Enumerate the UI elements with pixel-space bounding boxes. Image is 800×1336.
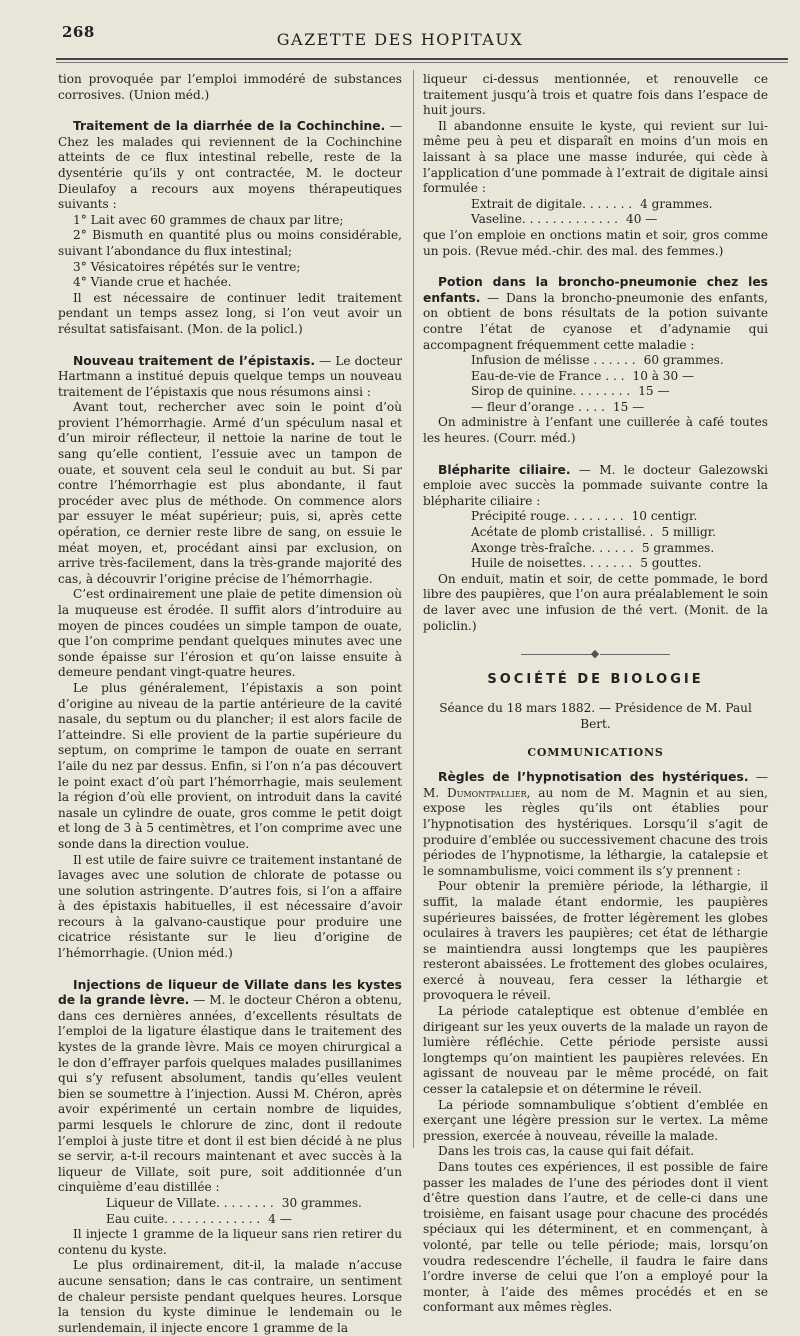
paragraph: On administre à l’enfant une cuillerée à café toutes les heures. (Courr. méd.) xyxy=(423,415,768,446)
rx-item: Sirop de quinine. . . . . . . . xyxy=(471,384,631,399)
header-rule-thin xyxy=(56,62,788,63)
paragraph: — Dans la broncho-pneumonie des enfants, on obtient de bons résultats de la potion suivante contre l’état de cyanose et d’adynamie qui accompagnent fréquemment cette maladie : xyxy=(423,290,768,352)
section-separator: ◆ xyxy=(423,646,768,662)
prescription-row xyxy=(471,384,768,400)
rx-item: Acétate de plomb cristallisé. . xyxy=(471,525,654,540)
paragraph: Avant tout, rechercher avec soin le point d’où provient l’hémorrhagie. Armé d’un spéculum nasal et d’un miroir réflecteur, il nettoie la narine de tout le sang qu’elle contient, l’essuie avec un tampon de ouate, et souvent cela seul le conduit au but. Si par contre l’hémorrhagie est plus abondante, il faut procéder avec plus de méthode. On commence alors par essuyer le méat supérieur; puis, si, après cette opération, ce dernier reste libre de sang, on essuie le méat moyen, et, procédant ainsi par exclusion, on arrive très-facilement, dans la très-grande majorité des cas, à découvrir l’origine précise de l’hémorrhagie. xyxy=(58,400,402,586)
running-title: GAZETTE DES HOPITAUX xyxy=(276,30,524,49)
paragraph: — M. le docteur Galezowski emploie avec succès la pommade suivante contre la blépharite ciliaire : xyxy=(423,462,768,508)
prescription-row xyxy=(471,400,768,416)
article-blepharite xyxy=(423,463,768,510)
list-item: 3° Vésicatoires répétés sur le ventre; xyxy=(73,259,301,274)
rx-qty: 10 à 30 — xyxy=(632,368,695,383)
paragraph: que l’on emploie en onctions matin et soir, gros comme un pois. (Revue méd.-chir. des mal. des femmes.) xyxy=(423,227,768,258)
rx-qty: 4 — xyxy=(268,1211,292,1226)
rx-qty: 4 grammes. xyxy=(640,196,713,211)
article-title: Règles de l’hypnotisation des hystériques. xyxy=(438,770,749,785)
article-title: Traitement de la diarrhée de la Cochinchine. xyxy=(73,119,386,134)
paragraph: Le plus généralement, l’épistaxis a son point d’origine au niveau de la partie antérieure de la cavité nasale, du septum ou du plancher; il est alors facile de l’atteindre. Si elle provient de la partie supérieure du septum, on comprime le tampon de ouate en serrant l’aile du nez par dessus. Enfin, si l’on n’a pas découvert le point exact d’où part l’hémorrhagie, mais seulement la région d’où elle provient, on introduit dans la cavité nasale un cylindre de ouate, gros comme le petit doigt et long de 3 à 5 centimètres, et l’on comprime avec une sonde dans la direction voulue. xyxy=(58,680,402,851)
rx-qty: 60 grammes. xyxy=(643,353,724,368)
session-line: Séance du 18 mars 1882. — Présidence de M. Paul Bert. xyxy=(439,701,752,731)
prescription xyxy=(423,509,768,571)
rx-item: — fleur d’orange . . . . xyxy=(471,399,605,414)
article-broncho xyxy=(423,275,768,353)
rx-qty: 15 — xyxy=(638,384,670,399)
rx-item: Huile de noisettes. . . . . . . xyxy=(471,556,633,571)
rx-item: Eau cuite. . . . . . . . . . . . . xyxy=(106,1211,261,1226)
prescription xyxy=(423,353,768,415)
rx-qty: 30 grammes. xyxy=(281,1195,362,1210)
prescription-row xyxy=(471,525,768,541)
rx-qty: 5 grammes. xyxy=(641,540,715,555)
paragraph: liqueur ci-dessus mentionnée, et renouvelle ce traitement jusqu’à trois et quatre fois dans l’espace de huit jours. xyxy=(423,72,768,118)
rx-item: Extrait de digitale. . . . . . . xyxy=(471,196,633,211)
prescription-row xyxy=(471,369,768,385)
society-heading: SOCIÉTÉ DE BIOLOGIE xyxy=(487,671,704,687)
rx-item: Vaseline. . . . . . . . . . . . . xyxy=(471,212,618,227)
rx-item: Eau-de-vie de France . . . xyxy=(471,368,625,383)
prescription-row xyxy=(471,556,768,572)
paragraph: Dans les trois cas, la cause qui fait défait. xyxy=(438,1144,695,1159)
page-number: 268 xyxy=(62,23,95,41)
list-item: 2° Bismuth en quantité plus ou moins considérable, suivant l’abondance du flux intestinal; xyxy=(58,228,402,258)
prescription-row xyxy=(106,1212,402,1228)
paragraph: On enduit, matin et soir, de cette pommade, le bord libre des paupières, que l’on aura préalablement le soin de laver avec une infusion de thé vert. (Monit. de la policlin.) xyxy=(423,571,768,633)
paragraph: Il est utile de faire suivre ce traitement instantané de lavages avec une solution de chlorate de potasse ou une solution astringente. D’autres fois, si l’on a affaire à des épistaxis habituelles, il est nécessaire d’avoir recours à la galvano-caustique pour produire une cicatrice résistante sur le lieu d’origine de l’hémorrhagie. (Union méd.) xyxy=(58,852,402,961)
prescription-row xyxy=(471,509,768,525)
header-rule xyxy=(56,58,788,60)
rx-item: Précipité rouge. . . . . . . . xyxy=(471,509,624,524)
prescription xyxy=(58,1196,402,1227)
prescription xyxy=(423,197,768,228)
paragraph: Il injecte 1 gramme de la liqueur sans rien retirer du contenu du kyste. xyxy=(58,1227,402,1257)
paragraph: tion provoquée par l’emploi immodéré de substances corrosives. (Union méd.) xyxy=(58,72,402,102)
prescription-row xyxy=(106,1196,402,1212)
article-villate xyxy=(58,978,402,1196)
prescription-row xyxy=(471,197,768,213)
article-title: Nouveau traitement de l’épistaxis. xyxy=(73,353,316,368)
paragraph: Dans toutes ces expériences, il est possible de faire passer les malades de l’une des périodes dont il vient d’être question dans l’autre, et de celle-ci dans une troisième, en faisant usage pour chacune des procédés spéciaux qui les déterminent, et en commençant, à volonté, par telle ou telle période; mais, lorsqu’on voudra redescendre l’échelle, il faudra le faire dans l’ordre inverse de celui que l’on a employé pour la monter, à l’aide des mêmes procédés et en se conformant aux mêmes règles. xyxy=(423,1160,768,1315)
rx-item: Infusion de mélisse . . . . . . xyxy=(471,353,636,368)
rx-qty: 10 centigr. xyxy=(631,509,698,524)
prescription-row xyxy=(471,353,768,369)
article-title: Potion dans la broncho-pneumonie chez les enfants. xyxy=(423,275,768,305)
rx-item: Liqueur de Villate. . . . . . . . xyxy=(106,1195,274,1210)
column-divider xyxy=(413,70,414,1148)
rx-qty: 40 — xyxy=(626,212,658,227)
communications-heading: COMMUNICATIONS xyxy=(527,745,664,759)
paragraph: C’est ordinairement une plaie de petite dimension où la muqueuse est érodée. Il suffit alors d’introduire au moyen de pinces coudées un simple tampon de ouate, que l’on comprime pendant quelques minutes avec une sonde épaisse sur l’érosion et qu’on laisse ensuite à demeure pendant vingt-quatre heures. xyxy=(58,587,402,680)
paragraph: au nom de M. Magnin et au sien, expose les règles qu’ils ont établies pour l’hypnotisation des hystériques. Lorsqu’il s’agit de produire d’emblée ou successivement chacune des trois périodes de l’hypnotisme, la léthargie, la catalepsie et le somnambulisme, voici comment ils s’y prennent : xyxy=(423,785,769,878)
list-item: 1° Lait avec 60 grammes de chaux par litre; xyxy=(73,212,344,227)
article-epistaxis xyxy=(58,354,402,401)
article-title: Injections de liqueur de Villate dans les kystes de la grande lèvre. xyxy=(58,977,402,1008)
paragraph: La période cataleptique est obtenue d’emblée en dirigeant sur les yeux ouverts de la malade un rayon de lumière réfléchie. Cette période persiste aussi longtemps qu’on maintient les paupières relevées. En agissant de nouveau par le même procédé, on fait cesser la catalepsie et on détermine le réveil. xyxy=(423,1004,768,1097)
rx-qty: 15 — xyxy=(612,399,645,414)
article-hypnotisation xyxy=(423,770,768,879)
paragraph: Pour obtenir la première période, la léthargie, il suffit, la malade étant endormie, les paupières supérieures baissées, de frotter légèrement les globes oculaires à travers les paupières; cet état de léthargie se maintiendra aussi longtemps que les paupières resteront abaissées. Le frottement des globes oculaires, exercé à nouveau, fera cesser la léthargie et provoquera le réveil. xyxy=(423,879,768,1003)
paragraph: — Le docteur Hartmann a institué depuis quelque temps un nouveau traitement de l’épistaxis que nous résumons ainsi : xyxy=(58,353,402,399)
left-column xyxy=(58,72,402,1336)
paragraph: La période somnambulique s’obtient d’emblée en exerçant une légère pression sur le vertex. La même pression, exercée à nouveau, réveille la malade. xyxy=(423,1097,768,1143)
paragraph: Il est nécessaire de continuer ledit traitement pendant un temps assez long, si l’on veut avoir un résultat satisfaisant. (Mon. de la policl.) xyxy=(58,290,402,336)
paragraph: — Chez les malades qui reviennent de la Cochinchine atteints de ce flux intestinal rebelle, reste de la dysentérie qu’ils y ont contractée, M. le docteur Dieulafoy a recours aux moyens thérapeutiques suivants : xyxy=(58,119,402,212)
rx-qty: 5 gouttes. xyxy=(640,556,702,571)
article-title: Blépharite ciliaire. xyxy=(438,462,571,477)
right-column xyxy=(423,72,768,1316)
prescription-row xyxy=(471,541,768,557)
paragraph: — M. le docteur Chéron a obtenu, dans ces dernières années, d’excellents résultats de l’emploi de la ligature élastique dans le traitement des kystes de la grande lèvre. Mais ce moyen chirurgical a le don d’effrayer parfois quelques malades pusillanimes qui s’y refusent absolument, tandis qu’elles veulent bien se soumettre à l’injection. Aussi M. Chéron, après avoir expérimenté un certain nombre de liquides, parmi lesquels le chlorure de zinc, dont il redoute l’emploi à juste titre et dont il est bien décidé à ne plus se servir, a-t-il recours maintenant et avec succès à la liqueur de Villate, soit pure, soit additionnée d’un cinquième d’eau distillée : xyxy=(58,993,402,1195)
author-name: — M. Dumontpallier, xyxy=(423,770,768,800)
rx-qty: 5 milligr. xyxy=(661,525,717,540)
paragraph: Il abandonne ensuite le kyste, qui revient sur lui-même peu à peu et disparaît en moins d’un mois en laissant à sa place une masse indurée, qui cède à l’application d’une pommade à l’extrait de digitale ainsi formulée : xyxy=(423,118,768,196)
paragraph: Le plus ordinairement, dit-il, la malade n’accuse aucune sensation; dans le cas contraire, un sentiment de chaleur persiste pendant quelques heures. Lorsque la tension du kyste diminue le lendemain ou le surlendemain, il injecte encore 1 gramme de la xyxy=(58,1258,402,1335)
list-item: 4° Viande crue et hachée. xyxy=(73,275,232,290)
rx-item: Axonge très-fraîche. . . . . . xyxy=(471,540,634,555)
prescription-row xyxy=(471,212,768,228)
article-diarrhee xyxy=(58,119,402,213)
